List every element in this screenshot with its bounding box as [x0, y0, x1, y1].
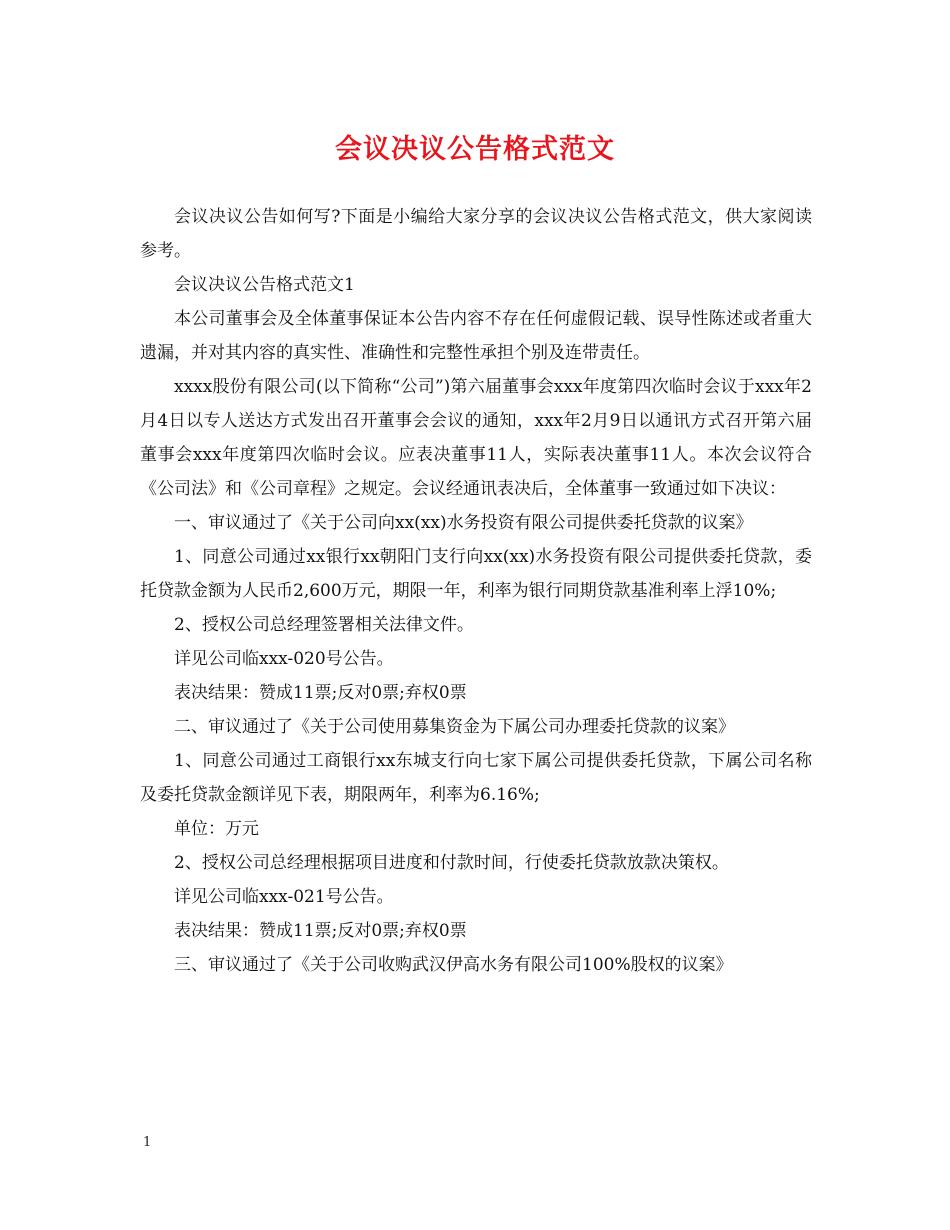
- paragraph: 详见公司临xxx-021号公告。: [174, 887, 394, 907]
- paragraph: 本公司董事会及全体董事保证本公告内容不存在任何虚假记载、误导性陈述或者重大遗漏，并对其内容的真实性、准确性和完整性承担个别及连带责任。: [140, 309, 812, 363]
- paragraph: 2、授权公司总经理根据项目进度和付款时间，行使委托贷款放款决策权。: [174, 853, 729, 873]
- vote-result: 表决结果：赞成11票;反对0票;弃权0票: [174, 921, 467, 941]
- paragraph: 详见公司临xxx-020号公告。: [174, 649, 394, 669]
- document-title: 会议决议公告格式范文: [335, 134, 615, 165]
- document-body: [140, 200, 812, 982]
- resolution-heading: 一、审议通过了《关于公司向xx(xx)水务投资有限公司提供委托贷款的议案》: [174, 513, 753, 533]
- paragraph: 2、授权公司总经理签署相关法律文件。: [174, 615, 474, 635]
- page-number: 1: [143, 1135, 152, 1150]
- resolution-heading: 三、审议通过了《关于公司收购武汉伊高水务有限公司100%股权的议案》: [174, 955, 733, 975]
- resolution-heading: 二、审议通过了《关于公司使用募集资金为下属公司办理委托贷款的议案》: [174, 717, 735, 737]
- paragraph: 1、同意公司通过xx银行xx朝阳门支行向xx(xx)水务投资有限公司提供委托贷款，委托贷款金额为人民币2,600万元，期限一年，利率为银行同期贷款基准利率上浮10%;: [140, 547, 812, 601]
- paragraph: 1、同意公司通过工商银行xx东城支行向七家下属公司提供委托贷款，下属公司名称及委托贷款金额详见下表，期限两年，利率为6.16%;: [140, 751, 812, 805]
- section-heading: 会议决议公告格式范文1: [174, 275, 355, 295]
- vote-result: 表决结果：赞成11票;反对0票;弃权0票: [174, 683, 467, 703]
- paragraph: 单位：万元: [174, 819, 259, 839]
- paragraph: 会议决议公告如何写?下面是小编给大家分享的会议决议公告格式范文，供大家阅读参考。: [140, 207, 812, 261]
- paragraph: xxxx股份有限公司(以下简称“公司”)第六届董事会xxx年度第四次临时会议于xxx年2月4日以专人送达方式发出召开董事会会议的通知，xxx年2月9日以通讯方式召开第六届董事会xxx年度第四次临时会议。应表决董事11人，实际表决董事11人。本次会议符合《公司法》和《公司章程》之规定。会议经通讯表决后，全体董事一致通过如下决议：: [140, 377, 812, 499]
